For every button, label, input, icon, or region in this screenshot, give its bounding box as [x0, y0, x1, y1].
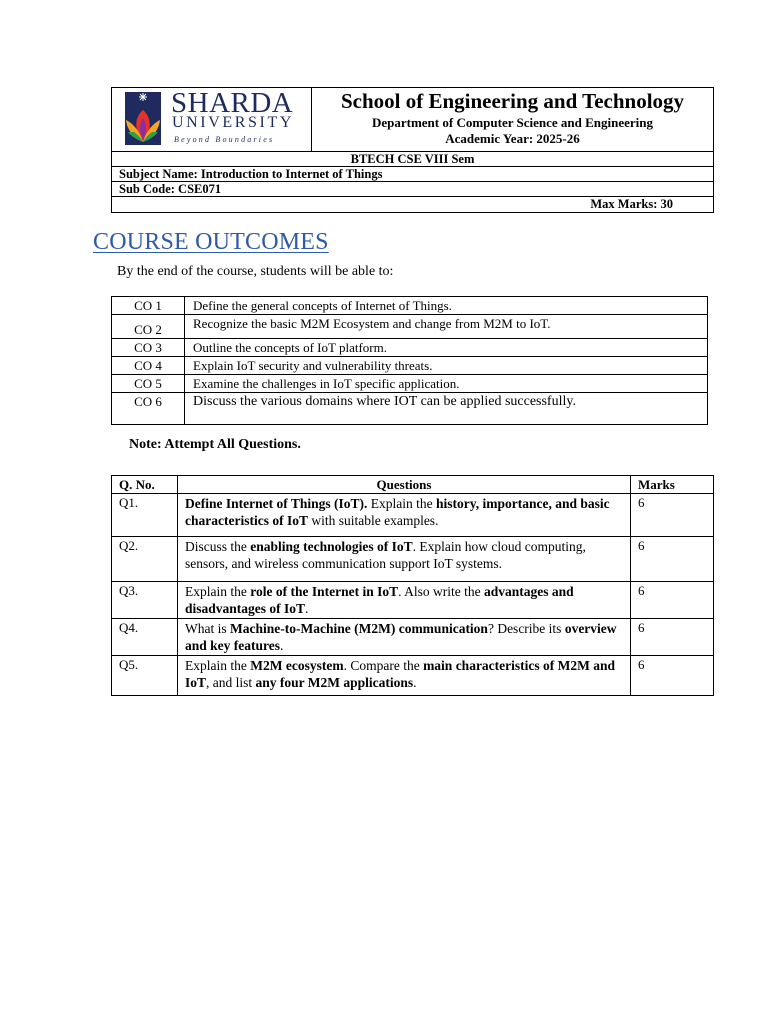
- question-row: [112, 619, 714, 656]
- question-row: [112, 494, 714, 537]
- questions-header-row: [112, 476, 714, 494]
- question-marks: 6: [631, 619, 714, 656]
- question-emphasis: overview and key features: [185, 621, 617, 653]
- logo-wordmark: SHARDA: [171, 87, 294, 119]
- question-marks: 6: [631, 582, 714, 619]
- question-emphasis: advantages and disadvantages of IoT: [185, 584, 574, 616]
- co-row: [112, 393, 708, 425]
- academic-year: Academic Year: 2025-26: [445, 131, 580, 146]
- exam-header: [111, 87, 714, 213]
- question-text: [178, 537, 631, 582]
- question-number: Q1.: [112, 494, 178, 537]
- questions-table: [111, 475, 714, 696]
- question-number: Q5.: [112, 656, 178, 696]
- co-code: CO 1: [112, 297, 185, 315]
- question-emphasis: enabling technologies of IoT: [250, 539, 413, 554]
- question-marks: 6: [631, 494, 714, 537]
- school-title: School of Engineering and Technology: [340, 89, 685, 113]
- sub-code-row: Sub Code: CSE071: [112, 182, 713, 197]
- question-marks: 6: [631, 656, 714, 696]
- question-emphasis: history, importance, and basic characteristics of IoT: [185, 496, 610, 528]
- question-emphasis: any four M2M applications: [255, 675, 414, 690]
- question-emphasis: Define Internet of Things (IoT).: [185, 496, 368, 511]
- co-row: [112, 375, 708, 393]
- program-row: BTECH CSE VIII Sem: [112, 152, 713, 167]
- question-segment: ? Describe its: [487, 621, 565, 636]
- co-code: CO 4: [112, 357, 185, 375]
- question-emphasis: M2M ecosystem: [250, 658, 344, 673]
- co-row: [112, 297, 708, 315]
- question-emphasis: main characteristics of M2M and IoT: [185, 658, 616, 690]
- logo-tagline: Beyond Boundaries: [174, 135, 275, 144]
- co-description: Explain IoT security and vulnerability threats.: [185, 357, 708, 375]
- max-marks-row: Max Marks: 30: [590, 197, 673, 211]
- question-number: Q4.: [112, 619, 178, 656]
- logo-subtitle: UNIVERSITY: [172, 114, 294, 131]
- co-description: Examine the challenges in IoT specific application.: [185, 375, 708, 393]
- question-segment: with suitable examples.: [307, 513, 439, 528]
- question-number: Q3.: [112, 582, 178, 619]
- question-segment: . Also write the: [398, 584, 484, 599]
- question-segment: .: [280, 638, 284, 653]
- question-segment: What is: [185, 621, 230, 636]
- question-segment: Explain the: [367, 496, 436, 511]
- questions-header: Questions: [178, 476, 631, 494]
- co-row: [112, 315, 708, 339]
- university-logo: [112, 88, 312, 151]
- marks-header: Marks: [631, 476, 714, 494]
- question-emphasis: Machine-to-Machine (M2M) communication: [230, 621, 488, 636]
- co-code: CO 3: [112, 339, 185, 357]
- question-segment: .: [413, 675, 417, 690]
- question-segment: .: [305, 601, 309, 616]
- question-marks: 6: [631, 537, 714, 582]
- co-description: Define the general concepts of Internet of Things.: [185, 297, 708, 315]
- question-text: [178, 656, 631, 696]
- question-segment: Explain the: [185, 658, 251, 673]
- co-code: CO 2: [112, 315, 185, 339]
- question-row: [112, 656, 714, 696]
- question-row: [112, 537, 714, 582]
- question-segment: Explain the: [185, 584, 251, 599]
- co-description: Outline the concepts of IoT platform.: [185, 339, 708, 357]
- question-segment: . Compare the: [343, 658, 424, 673]
- question-text: [178, 582, 631, 619]
- course-outcomes-intro: By the end of the course, students will be able to:: [117, 264, 394, 279]
- co-code: CO 5: [112, 375, 185, 393]
- subject-name-row: Subject Name: Introduction to Internet of Things: [112, 167, 713, 182]
- course-outcomes-heading: COURSE OUTCOMES: [93, 229, 329, 255]
- course-outcomes-table: [111, 296, 708, 425]
- question-text: [178, 494, 631, 537]
- question-number: Q2.: [112, 537, 178, 582]
- exam-note: Note: Attempt All Questions.: [129, 437, 301, 452]
- co-code: CO 6: [112, 393, 185, 425]
- question-emphasis: role of the Internet in IoT: [250, 584, 399, 599]
- question-segment: . Explain how cloud computing, sensors, and wireless communication support IoT systems.: [185, 539, 586, 571]
- question-row: [112, 582, 714, 619]
- question-text: [178, 619, 631, 656]
- question-segment: , and list: [206, 675, 256, 690]
- co-row: [112, 339, 708, 357]
- department-name: Department of Computer Science and Engineering: [371, 115, 654, 130]
- qno-header: Q. No.: [112, 476, 178, 494]
- question-segment: Discuss the: [185, 539, 251, 554]
- co-description: Recognize the basic M2M Ecosystem and change from M2M to IoT.: [185, 315, 708, 339]
- co-description: Discuss the various domains where IOT can be applied successfully.: [185, 393, 708, 425]
- co-row: [112, 357, 708, 375]
